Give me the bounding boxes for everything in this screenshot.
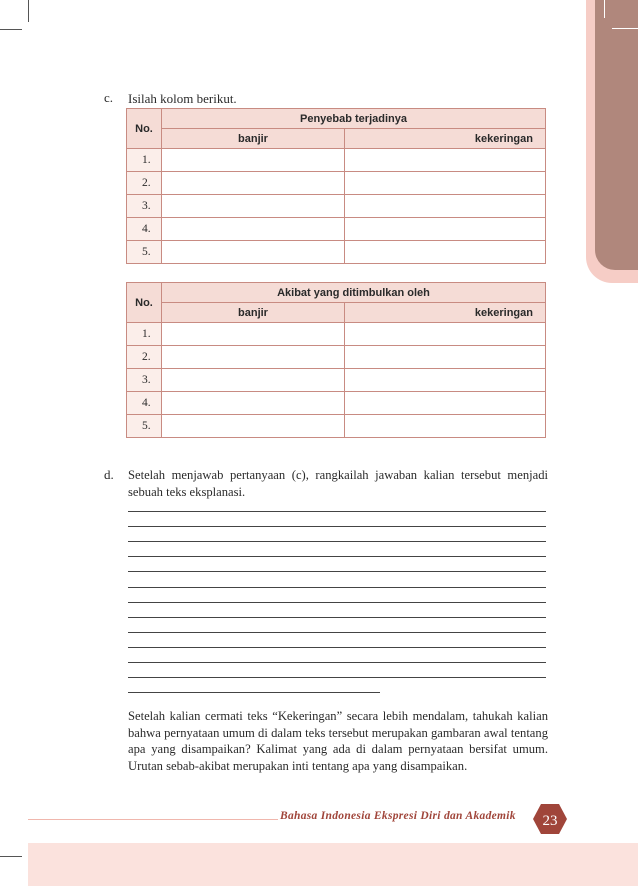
answer-line[interactable]: [128, 556, 546, 557]
question-c-letter: c.: [104, 90, 114, 105]
effect-table-no-header: No.: [127, 283, 162, 323]
table-row: [127, 195, 546, 218]
table-row: [127, 369, 546, 392]
row-number: 4.: [127, 392, 162, 415]
crop-mark: [612, 28, 638, 29]
answer-cell[interactable]: [345, 346, 546, 369]
answer-line[interactable]: [128, 632, 546, 633]
row-number: 5.: [127, 415, 162, 438]
question-d-letter: d.: [104, 467, 114, 482]
row-number: 1.: [127, 323, 162, 346]
table-row: [127, 415, 546, 438]
answer-line[interactable]: [128, 587, 546, 588]
footer-divider: [28, 819, 278, 820]
row-number: 5.: [127, 241, 162, 264]
row-number: 2.: [127, 346, 162, 369]
answer-line[interactable]: [128, 617, 546, 618]
answer-line[interactable]: [128, 692, 380, 693]
answer-cell[interactable]: [162, 195, 345, 218]
answer-cell[interactable]: [345, 392, 546, 415]
page-number: 23: [542, 813, 558, 829]
crop-mark: [0, 856, 22, 857]
effect-table-col-kekeringan: kekeringan: [345, 303, 546, 323]
answer-line[interactable]: [128, 677, 546, 678]
effect-table: [126, 282, 546, 438]
page-number-badge: [533, 804, 567, 834]
answer-cell[interactable]: [162, 346, 345, 369]
answer-cell[interactable]: [162, 369, 345, 392]
closing-paragraph: Setelah kalian cermati teks “Kekeringan” secara lebih mendalam, tahukah kalian bahwa pernyataan umum di dalam teks tersebut merupakan gambaran awal tentang apa yang disampaikan? Kalimat yang ada di dalam pernyataan bersifat umum. Urutan sebab-akibat merupakan inti tentang apa yang disampaikan.: [128, 709, 548, 773]
answer-line[interactable]: [128, 602, 546, 603]
table-row: [127, 172, 546, 195]
answer-cell[interactable]: [345, 241, 546, 264]
cause-table-group-header: Penyebab terjadinya: [162, 109, 546, 129]
footer-band: [28, 843, 638, 886]
answer-line[interactable]: [128, 541, 546, 542]
book-title: Bahasa Indonesia Ekspresi Diri dan Akademik: [280, 810, 516, 822]
answer-cell[interactable]: [345, 149, 546, 172]
answer-line[interactable]: [128, 511, 546, 512]
answer-cell[interactable]: [345, 323, 546, 346]
answer-cell[interactable]: [345, 218, 546, 241]
answer-line[interactable]: [128, 647, 546, 648]
crop-mark: [604, 0, 605, 18]
row-number: 2.: [127, 172, 162, 195]
table-row: [127, 323, 546, 346]
question-c-prompt: Isilah kolom berikut.: [128, 91, 237, 106]
side-tab-decoration-inner: [595, 0, 638, 270]
answer-cell[interactable]: [162, 323, 345, 346]
answer-cell[interactable]: [345, 172, 546, 195]
table-row: [127, 149, 546, 172]
table-row: [127, 392, 546, 415]
answer-cell[interactable]: [345, 415, 546, 438]
effect-table-col-banjir: banjir: [162, 303, 345, 323]
cause-table: [126, 108, 546, 264]
row-number: 3.: [127, 369, 162, 392]
answer-line[interactable]: [128, 662, 546, 663]
table-row: [127, 218, 546, 241]
answer-cell[interactable]: [162, 415, 345, 438]
answer-cell[interactable]: [162, 392, 345, 415]
answer-cell[interactable]: [162, 172, 345, 195]
answer-cell[interactable]: [162, 149, 345, 172]
crop-mark: [0, 29, 22, 30]
cause-table-col-kekeringan: kekeringan: [345, 129, 546, 149]
cause-table-no-header: No.: [127, 109, 162, 149]
answer-cell[interactable]: [162, 218, 345, 241]
answer-cell[interactable]: [345, 369, 546, 392]
table-row: [127, 241, 546, 264]
row-number: 1.: [127, 149, 162, 172]
cause-table-col-banjir: banjir: [162, 129, 345, 149]
row-number: 4.: [127, 218, 162, 241]
question-d-prompt: Setelah menjawab pertanyaan (c), rangkailah jawaban kalian tersebut menjadi sebuah teks eksplanasi.: [128, 468, 548, 499]
crop-mark: [28, 0, 29, 22]
row-number: 3.: [127, 195, 162, 218]
answer-cell[interactable]: [345, 195, 546, 218]
answer-line[interactable]: [128, 571, 546, 572]
effect-table-group-header: Akibat yang ditimbulkan oleh: [162, 283, 546, 303]
table-row: [127, 346, 546, 369]
answer-cell[interactable]: [162, 241, 345, 264]
answer-line[interactable]: [128, 526, 546, 527]
